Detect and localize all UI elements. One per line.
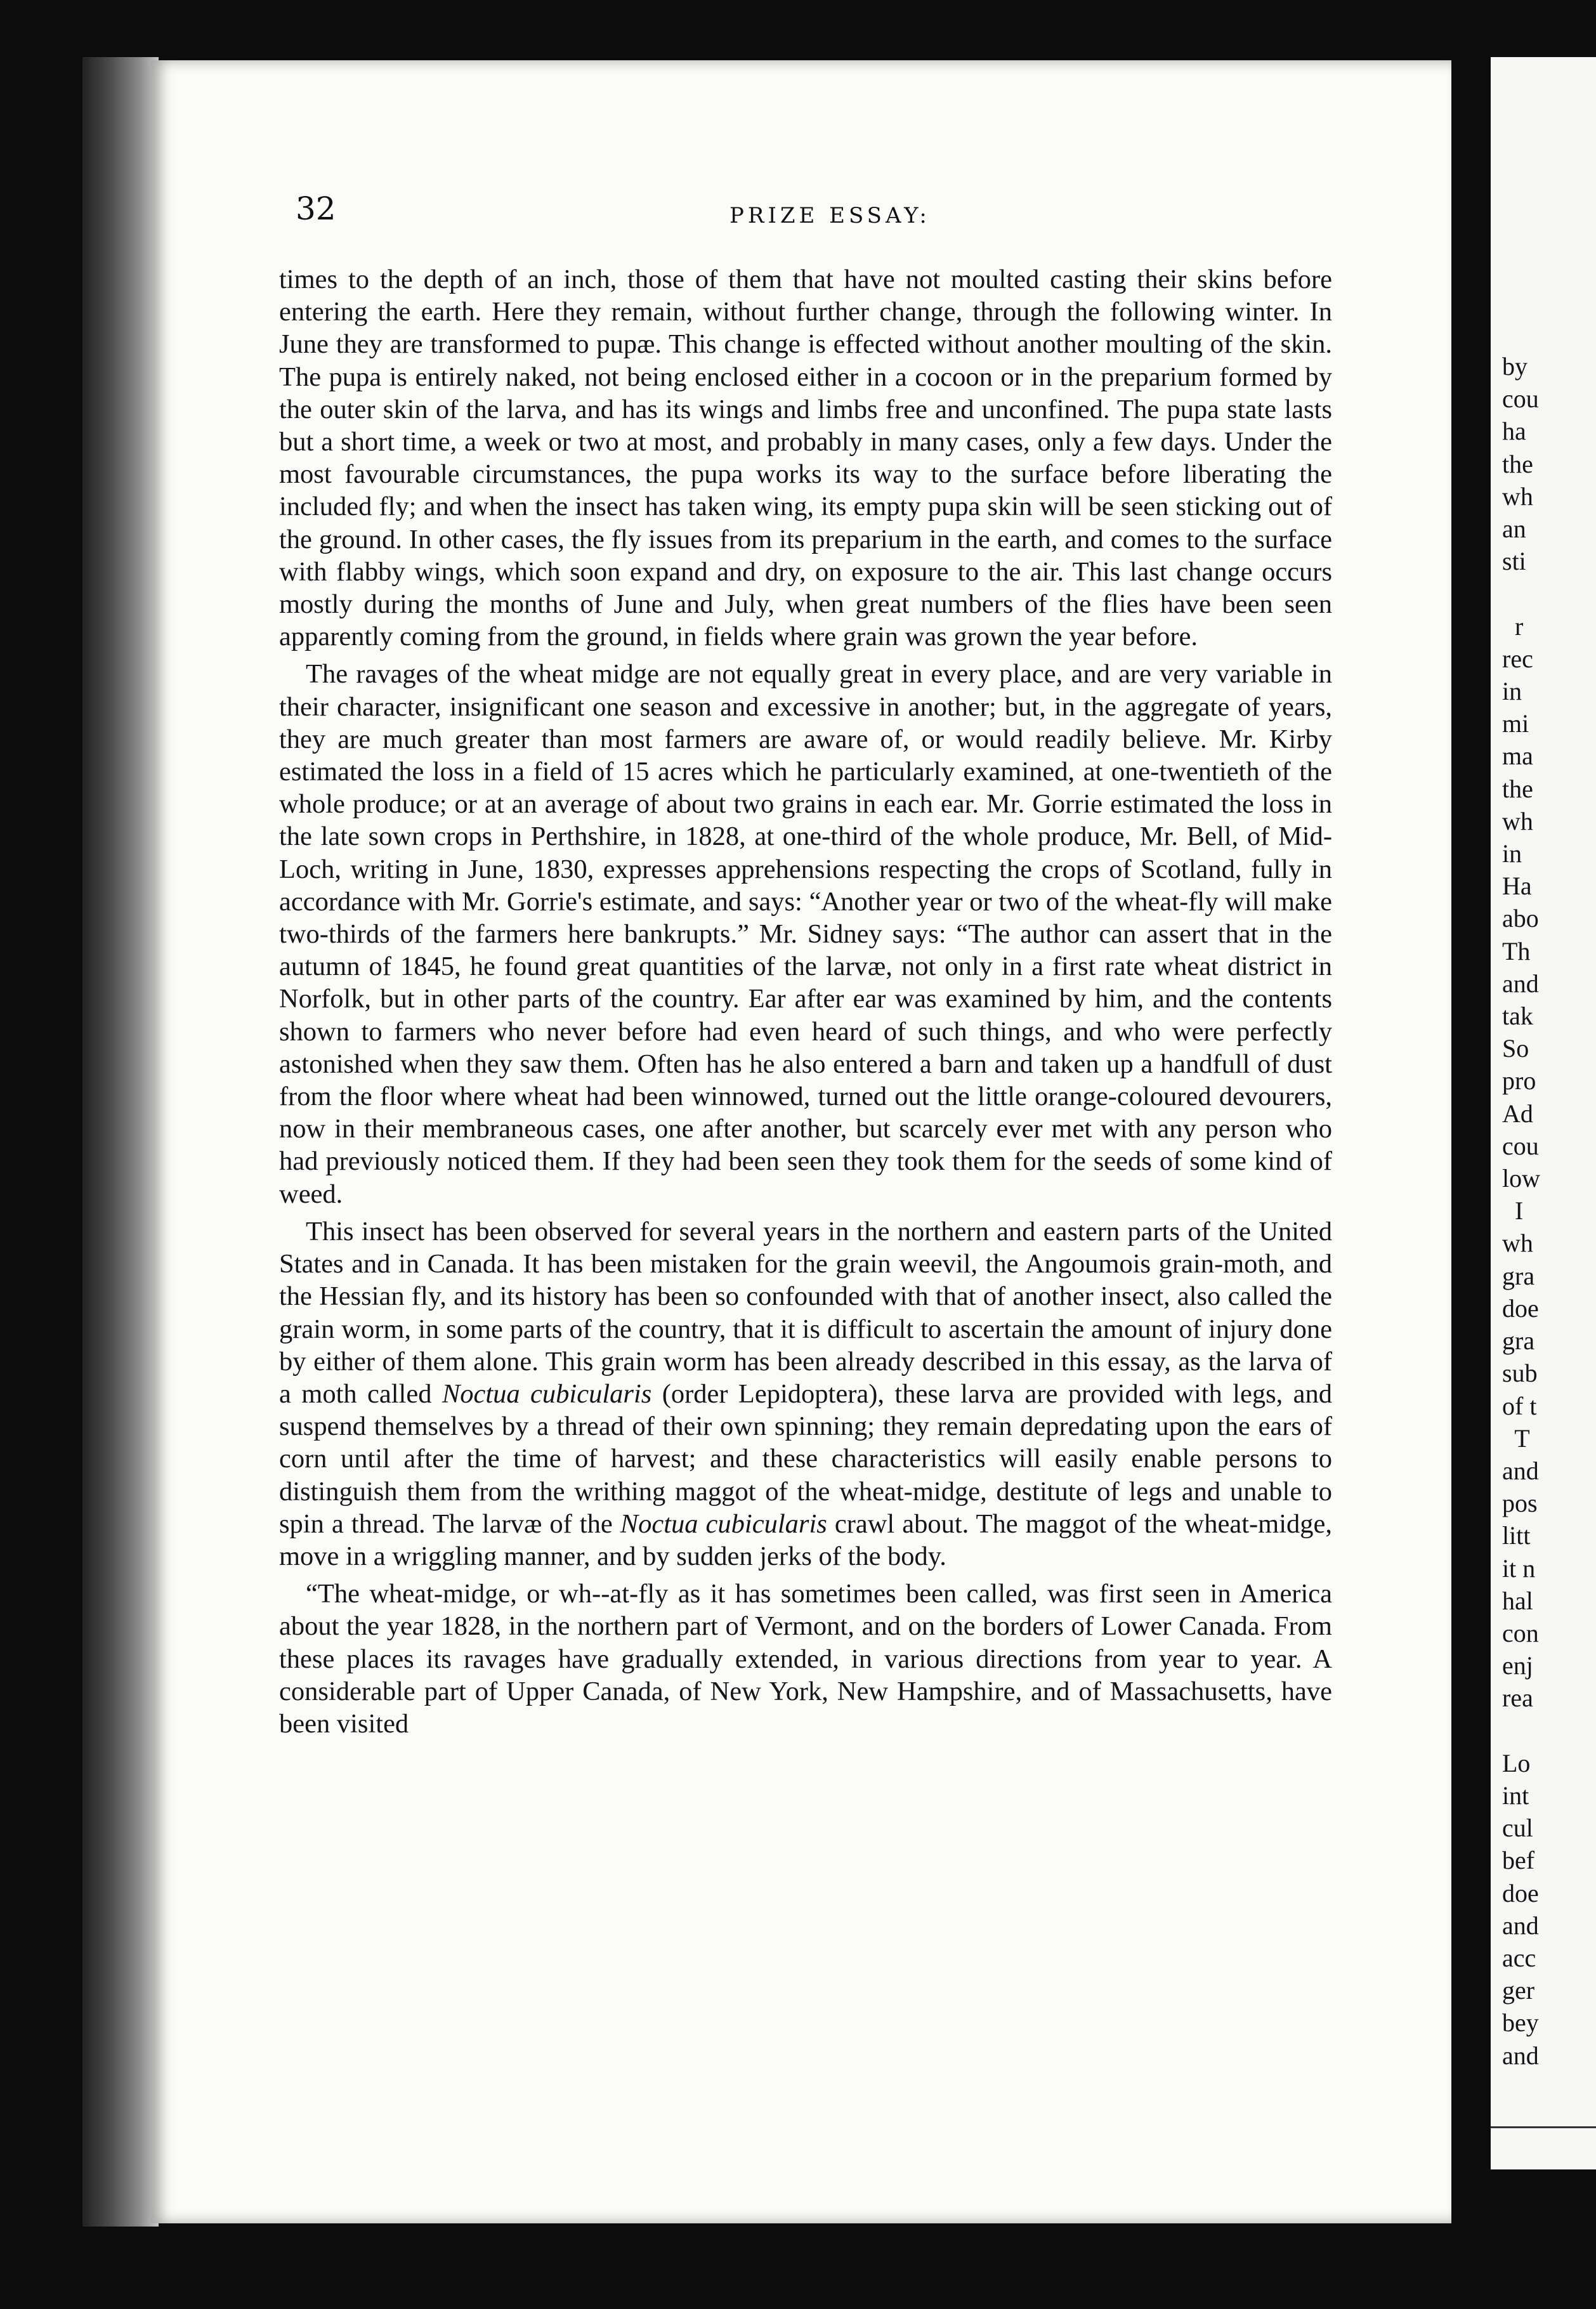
page-number: 32 (296, 190, 336, 227)
paragraph-wheat-midge-quote: “The wheat-midge, or wh--at-fly as it has sometimes been called, was first seen in America about the year 1828, in the northern part of Vermont, and on the borders of Lower Canada. From these places its ravages have gradually extended, in various directions from year to year. A considerable part of Upper Canada, of New York, New Hampshire, and of Massachusetts, have been visited (279, 1579, 1332, 1739)
book-spine-shadow (82, 57, 159, 2227)
species-name-italic: Noctua cubicularis (442, 1378, 652, 1409)
species-name-italic-second: Noctua cubicularis (620, 1508, 827, 1539)
paragraph-pupa-stage: times to the depth of an inch, those of them that have not moulted casting their skins before entering the earth. Here they remain, without further change, through the following winter. In June they are transformed to pupæ. This change is effected without another moulting of the skin. The pupa is entirely naked, not being enclosed either in a cocoon or in the preparium formed by the outer skin of the larva, and has its wings and limbs free and unconfined. The pupa state lasts but a short time, a week or two at most, and probably in many cases, only a few days. Under the most favourable circumstances, the pupa works its way to the surface before liberating the included fly; and when the insect has taken wing, its empty pupa skin will be seen sticking out of the ground. In other cases, the fly issues from its preparium in the earth, and comes to the surface with flabby wings, which soon expand and dry, on exposure to the air. This last change occurs mostly during the months of June and July, when great numbers of the flies have been seen apparently coming from the ground, in fields where grain was grown the year before. (279, 265, 1332, 652)
right-page-text-fragments: by cou ha the wh an sti r rec in mi ma the wh in Ha abo Th and tak So pro Ad cou low I wh gra doe gra sub of t T and pos litt it n hal con enj rea Lo int cul bef doe and acc ger bey and (1502, 352, 1540, 2070)
right-page-edge (1491, 57, 1596, 2169)
paragraph-ravages: The ravages of the wheat midge are not equally great in every place, and are very variable in their character, insignificant one season and excessive in another; but, in the aggregate of years, they are much greater than most farmers are aware of, or would readily believe. Mr. Kirby estimated the loss in a field of 15 acres which he particularly examined, at one-twentieth of the whole produce; or at an average of about two grains in each ear. Mr. Gorrie estimated the loss in the late sown crops in Perthshire, in 1828, at one-third of the whole produce, Mr. Bell, of Mid-Loch, writing in June, 1830, expresses apprehensions respecting the crops of Scotland, fully in accordance with Mr. Gorrie's estimate, and says: “Another year or two of the wheat-fly will make two-thirds of the farmers here bankrupts.” Mr. Sidney says: “The author can assert that in the autumn of 1845, he found great quantities of the larvæ, not only in a first rate wheat district in Norfolk, but in other parts of the country. Ear after ear was examined by him, and the contents shown to farmers who never before had even heard of such things, and who were perfectly astonished when they saw them. Often has he also entered a barn and taken up a handfull of dust from the floor where wheat had been winnowed, turned out the little orange-coloured devourers, now in their membraneous cases, one after another, but scarcely ever met with any person who had previously noticed them. If they had been seen they took them for the seeds of some kind of weed. (279, 659, 1332, 1209)
paragraph-text-end: crawl about. The maggot of the wheat-midge, move in a wriggling manner, and by sudden jerks of the body. (279, 1508, 1333, 1571)
paragraph-text-middle: (order Lepidoptera), these larva are provided with legs, and suspend themselves by a thread of their own spinning; they remain depredating upon the ears of corn until after the time of harvest; and these characteristics will easily enable persons to distinguish them from the writhing maggot of the wheat-midge, destitute of legs and unable to spin a thread. The larvæ of the (279, 1378, 1333, 1539)
running-head: PRIZE ESSAY: (729, 203, 931, 228)
paragraph-america-observation (279, 1215, 1332, 1573)
paragraph-text-start: This insect has been observed for several years in the northern and eastern parts of the United States and in Canada. It has been mistaken for the grain weevil, the Angoumois grain-moth, and the Hessian fly, and its history has been so confounded with that of another insect, also called the grain worm, in some parts of the country, that it is difficult to ascertain the amount of injury done by either of them alone. This grain worm has been already described in this essay, as the larva of a moth called (279, 1216, 1332, 1409)
body-text (279, 263, 1332, 1740)
right-page-rule (1491, 2126, 1596, 2128)
